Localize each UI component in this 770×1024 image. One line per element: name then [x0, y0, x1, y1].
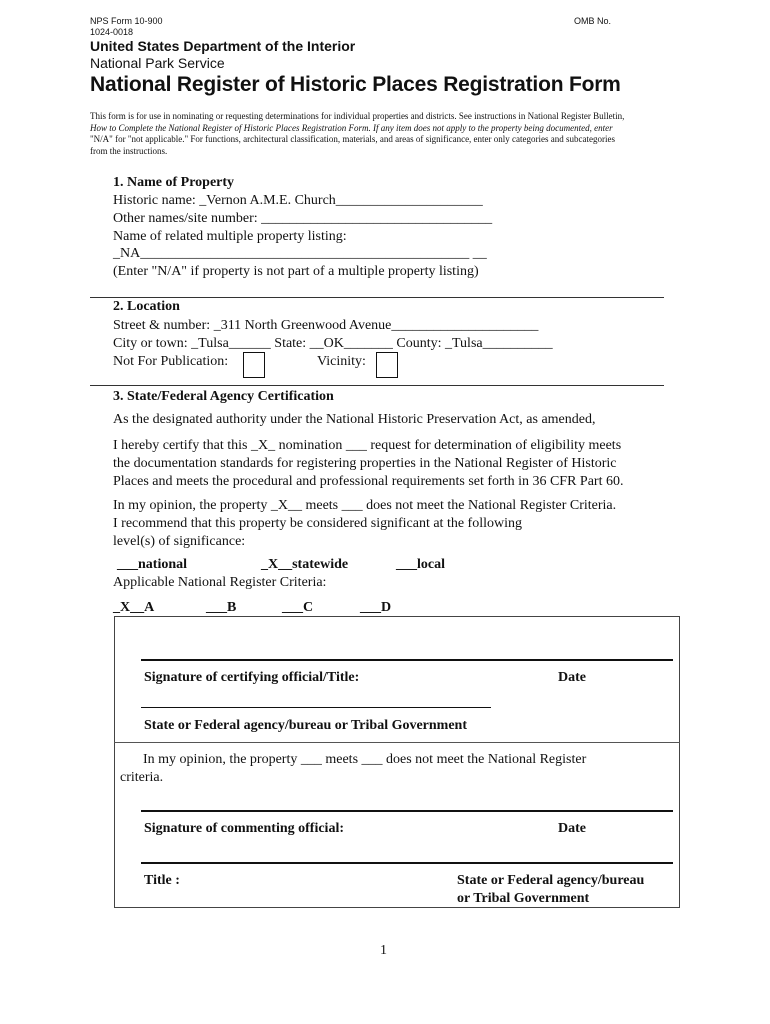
commenting-opinion-line-1: In my opinion, the property ___ meets ___ does not meet the National Register — [143, 752, 587, 767]
opinion-line-1: In my opinion, the property _X__ meets ___ does not meet the National Register Criteria. — [113, 498, 617, 513]
level-national-option[interactable]: ___national — [117, 557, 188, 572]
certify-line-3: Places and meets the procedural and professional requirements set forth in 36 CFR Part 60. — [113, 474, 624, 489]
city-state-county-field[interactable]: City or town: _Tulsa______ State: __OK_______ County: _Tulsa__________ — [113, 336, 553, 351]
historic-name-field[interactable]: Historic name: _Vernon A.M.E. Church_____________________ — [113, 193, 483, 208]
commenting-signature-label: Signature of commenting official: — [144, 821, 344, 836]
agency-signature-line[interactable] — [141, 707, 491, 708]
certifying-signature-label: Signature of certifying official/Title: — [144, 670, 360, 685]
intro-line-1: This form is for use in nominating or requesting determinations for individual properties and districts. See instructions in National Register Bulletin, — [90, 111, 625, 121]
commenting-signature-line[interactable] — [141, 810, 673, 812]
intro-line-4: from the instructions. — [90, 145, 168, 156]
intro-line-2: How to Complete the National Register of Historic Places Registration Form. If any item does not apply to the property being documented, enter — [90, 122, 613, 133]
certify-line-2: the documentation standards for registering properties in the National Register of Historic — [113, 456, 617, 471]
other-names-field[interactable]: Other names/site number: _________________________________ — [113, 211, 493, 226]
page-number: 1 — [380, 943, 387, 958]
related-listing-label: Name of related multiple property listing: — [113, 229, 347, 244]
certify-line-1: I hereby certify that this _X_ nomination ___ request for determination of eligibility meets — [113, 438, 622, 453]
section-divider — [90, 297, 664, 298]
not-for-publication-checkbox[interactable] — [243, 352, 265, 378]
date-label: Date — [558, 670, 586, 685]
department-name: United States Department of the Interior — [90, 38, 356, 54]
intro-line-3: "N/A" for "not applicable." For functions, architectural classification, materials, and areas of significance, enter only categories and subcategories — [90, 134, 616, 144]
commenting-opinion-paragraph — [120, 751, 660, 787]
certifying-signature-line[interactable] — [141, 659, 673, 661]
section-divider — [90, 385, 664, 386]
certification-paragraph — [113, 437, 693, 491]
vicinity-label: Vicinity: — [317, 354, 366, 369]
criteria-a-option[interactable]: _X__A — [113, 600, 155, 615]
criteria-c-option[interactable]: ___C — [282, 600, 314, 615]
related-listing-field[interactable]: _NA_______________________________________________ __ — [113, 246, 487, 261]
street-number-field[interactable]: Street & number: _311 North Greenwood Avenue_____________________ — [113, 318, 539, 333]
commenting-opinion-line-2: criteria. — [120, 770, 164, 785]
section-1-heading: 1. Name of Property — [113, 175, 235, 190]
level-local-option[interactable]: ___local — [396, 557, 445, 572]
form-title: National Register of Historic Places Registration Form — [90, 73, 621, 96]
related-listing-note: (Enter "N/A" if property is not part of a multiple property listing) — [113, 264, 479, 279]
section-2-heading: 2. Location — [113, 299, 180, 314]
section-3-heading: 3. State/Federal Agency Certification — [113, 389, 334, 404]
intro-paragraph — [90, 111, 690, 157]
agency-label: State or Federal agency/bureau or Tribal Government — [144, 718, 468, 733]
criteria-label: Applicable National Register Criteria: — [113, 575, 327, 590]
authority-statement: As the designated authority under the National Historic Preservation Act, as amended, — [113, 412, 596, 427]
level-statewide-option[interactable]: _X__statewide — [261, 557, 349, 572]
criteria-d-option[interactable]: ___D — [360, 600, 392, 615]
title-signature-line[interactable] — [141, 862, 673, 864]
opinion-paragraph — [113, 497, 693, 551]
agency-label-line-2: or Tribal Government — [457, 891, 590, 906]
agency-label-line-1: State or Federal agency/bureau — [457, 873, 645, 888]
opinion-line-3: level(s) of significance: — [113, 534, 246, 549]
not-for-publication-label: Not For Publication: — [113, 354, 229, 369]
date-label: Date — [558, 821, 586, 836]
criteria-b-option[interactable]: ___B — [206, 600, 237, 615]
title-label: Title : — [144, 873, 180, 888]
agency-name: National Park Service — [90, 55, 225, 71]
form-number: NPS Form 10-900 — [90, 16, 163, 26]
signature-block-divider — [114, 742, 680, 743]
opinion-line-2: I recommend that this property be considered significant at the following — [113, 516, 522, 531]
omb-number-code: 1024-0018 — [90, 27, 134, 37]
vicinity-checkbox[interactable] — [376, 352, 398, 378]
omb-label: OMB No. — [574, 16, 612, 26]
